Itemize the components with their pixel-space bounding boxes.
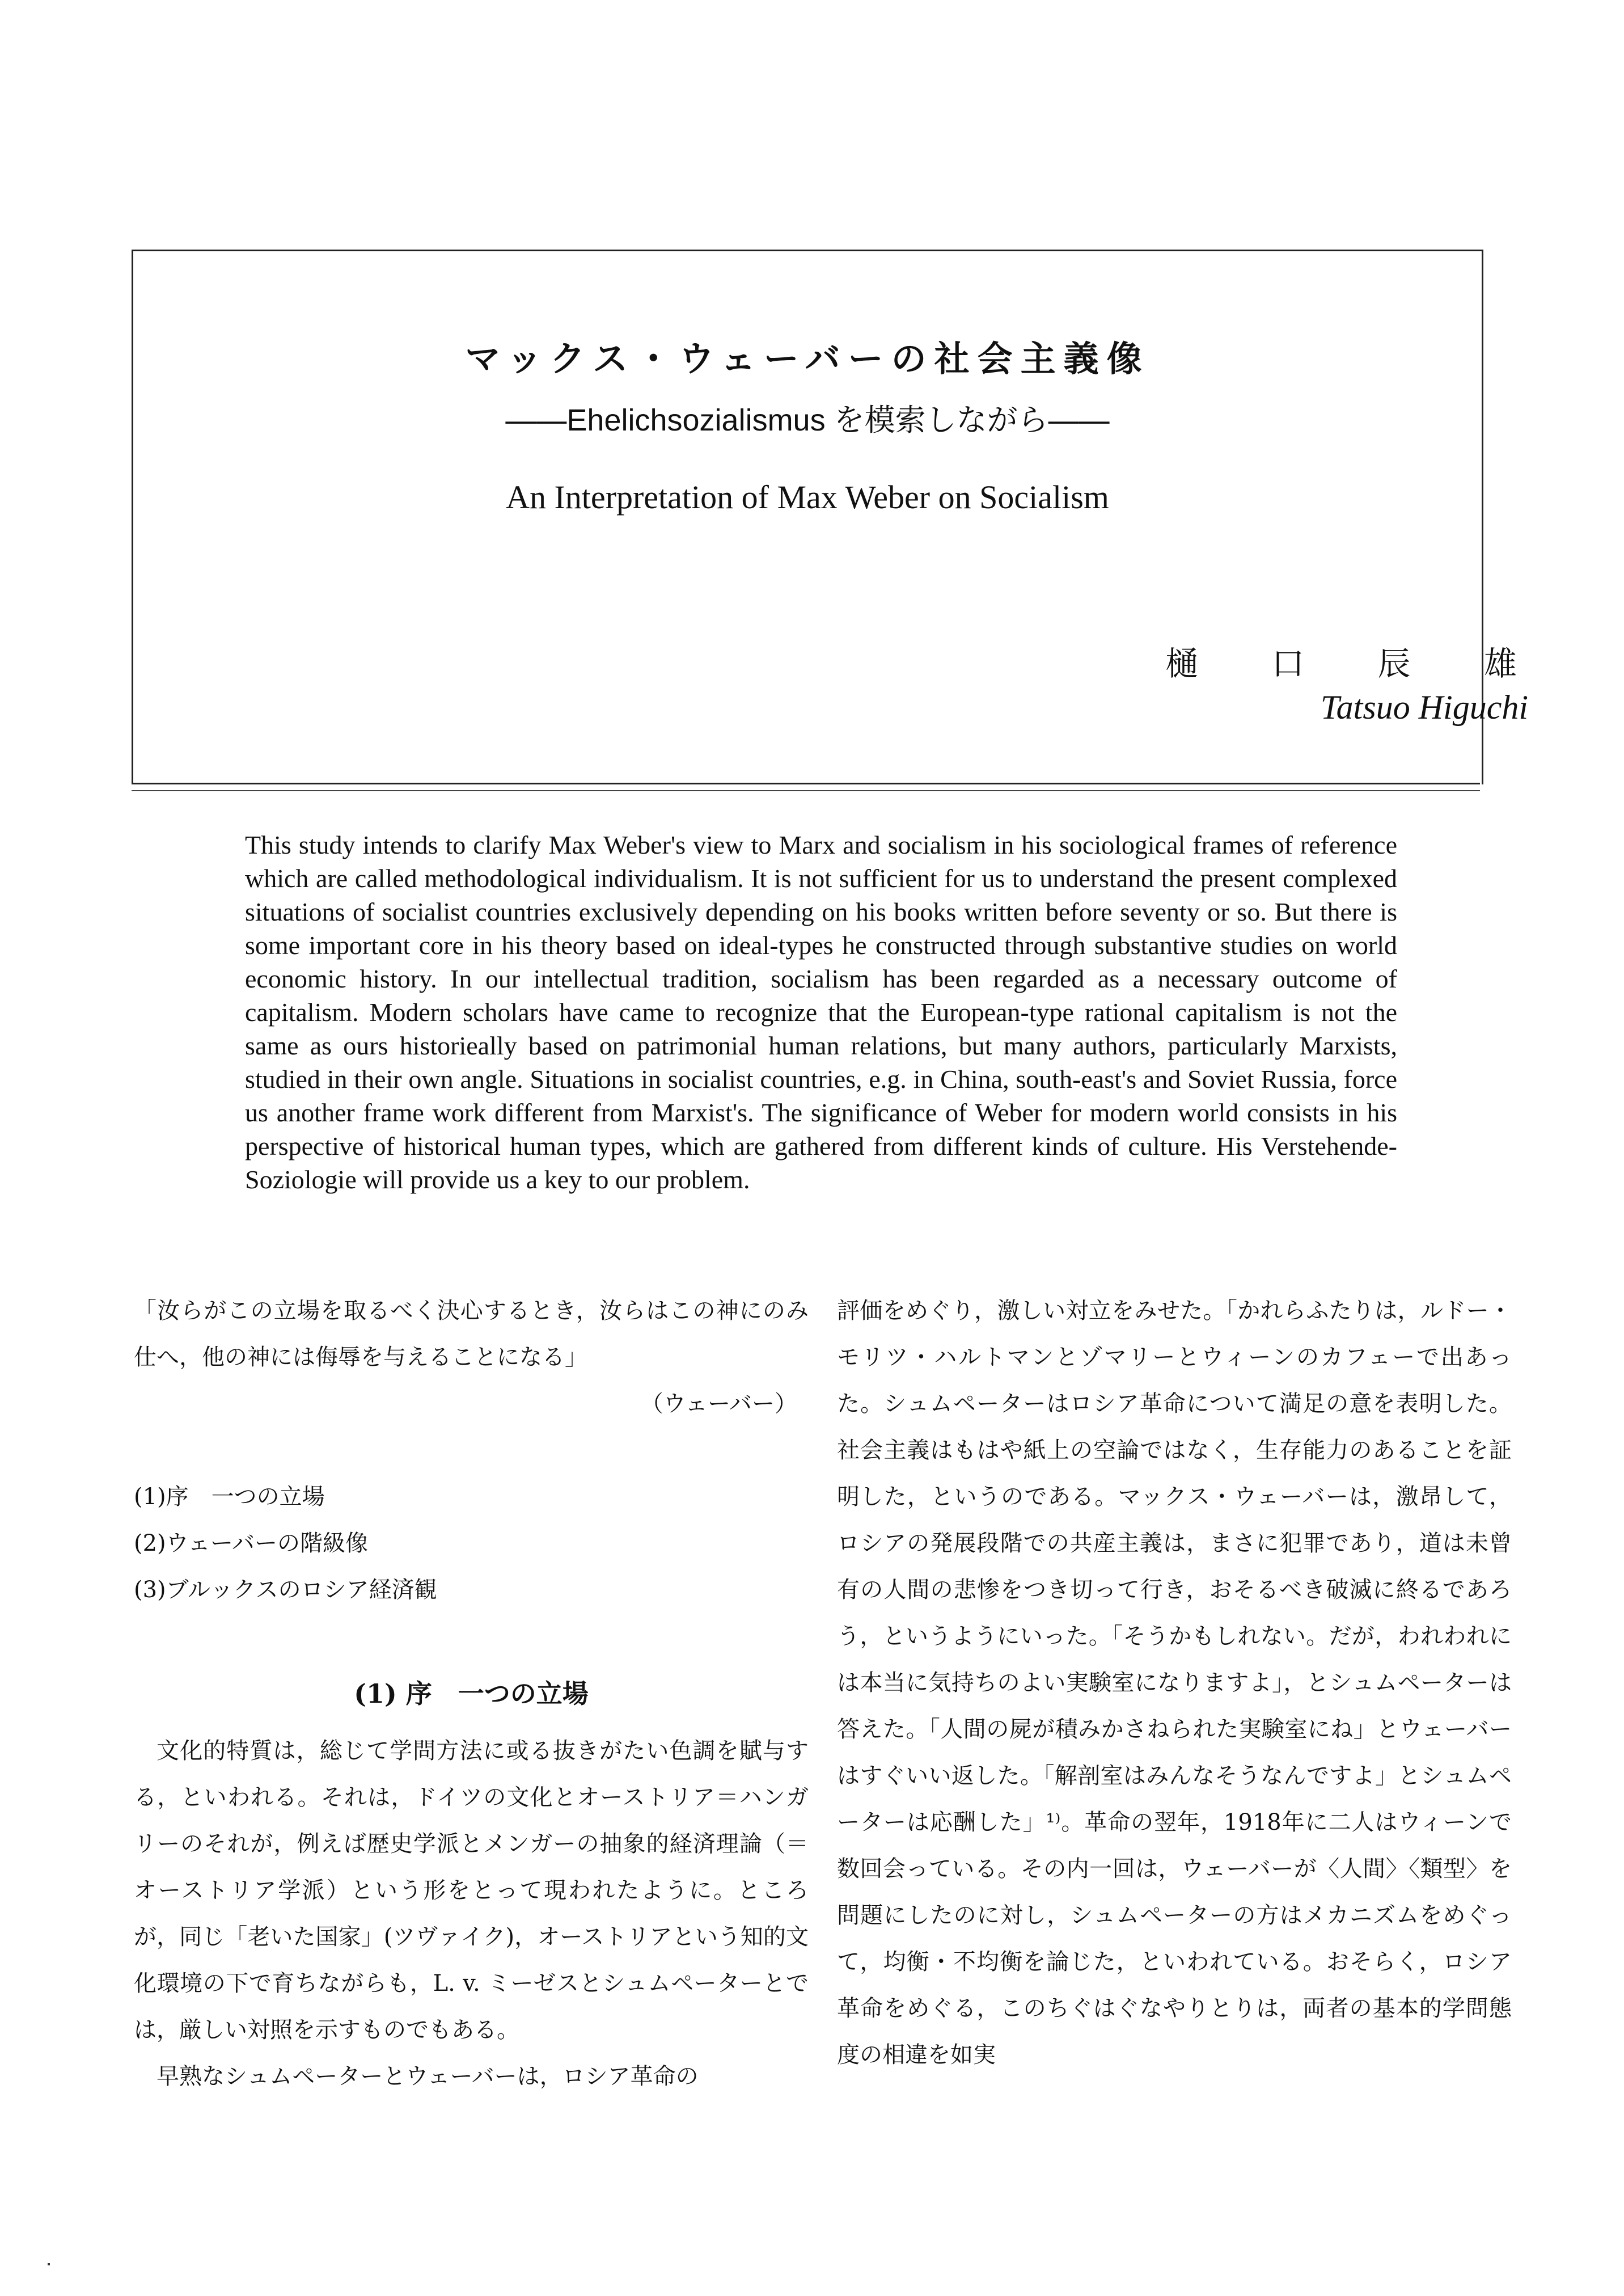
page-title-english: An Interpretation of Max Weber on Socialism (506, 479, 1109, 516)
title-bottom-rule (132, 783, 1480, 784)
body-paragraph: 評価をめぐり，激しい対立をみせた。「かれらふたりは，ルドー・モリツ・ハルトマンとゾマリーとウィーンのカフェーで出あった。シュムペーターはロシア革命について満足の意を表明した。社会主義はもはや紙上の空論ではなく，生存能力のあることを証明した，というのである。マックス・ウェーバーは，激昂して，ロシアの発展段階での共産主義は，まさに犯罪であり，道は未曾有の人間の悲惨をつき切って行き，おそるべき破滅に終るであろう，というようにいった。「そうかもしれない。だが，われわれには本当に気持ちのよい実験室になりますよ」，とシュムペーターは答えた。「人間の屍が積みかさねられた実験室にね」とウェーバーはすぐいい返した。「解剖室はみんなそうなんですよ」とシュムペーターは応酬した」¹⁾。革命の翌年，1918年に二人はウィーンで数回会っている。その内一回は，ウェーバーが〈人間〉〈類型〉を問題にしたのに対し，シュムペーターの方はメカニズムをめぐって，均衡・不均衡を論じた，といわれている。おそらく，ロシア革命をめぐる，このちぐはぐなやりとりは，両者の基本的学問態度の相違を如実 (837, 1298, 1512, 2068)
abstract: This study intends to clarify Max Weber's view to Marx and socialism in his sociological frames of reference which are called methodological individualism. It is not sufficient for us to understand the present complexed situations of socialist countries exclusively depending on his books written before seventy or so. But there is some important core in his theory based on ideal-types he constructed through substantive studies on world economic history. In our intellectual tradition, socialism has been regarded as a necessary outcome of capitalism. Modern scholars have came to recognize that the European-type rational capitalism is not the same as ours historieally based on patrimonial human relations, but many authors, particularly Marxists, studied in their own angle. Situations in socialist countries, e.g. in China, south-east's and Soviet Russia, force us another frame work different from Marxist's. The significance of Weber for modern world consists in his perspective of historical human types, which are gathered from different kinds of culture. His Verstehende-Soziologie will provide us a key to our problem. (245, 830, 1397, 1194)
body-paragraph: 文化的特質は，総じて学問方法に或る抜きがたい色調を賦与する，といわれる。それは，ドイツの文化とオーストリア＝ハンガリーのそれが，例えば歴史学派とメンガーの抽象的経済理論（＝オーストリア学派）という形をとって現われたように。ところが，同じ「老いた国家」(ツヴァイク)，オーストリアという知的文化環境の下で育ちながらも，L. v. ミーゼスとシュムペーターとでは，厳しい対照を示すものでもある。 (134, 1738, 809, 2043)
page-subtitle-japanese: ——Ehelichsozialismus を模索しながら—— (505, 403, 1110, 437)
toc-item: (2)ウェーバーの階級像 (134, 1530, 369, 1556)
page-title-japanese: マックス・ウェーバーの社会主義像 (465, 338, 1150, 379)
left-column (134, 1288, 809, 2100)
section-heading: (1) 序 一つの立場 (354, 1678, 589, 1709)
right-column (837, 1288, 1512, 2078)
author-char: 口 (1271, 644, 1305, 683)
author-char: 樋 (1165, 644, 1199, 683)
toc-item: (3)ブルックスのロシア経済観 (134, 1577, 437, 1603)
author-name-japanese (1165, 637, 1517, 685)
author-name-english: Tatsuo Higuchi (1320, 689, 1528, 726)
body-paragraph: 早熟なシュムペーターとウェーバーは，ロシア革命の (157, 2063, 699, 2090)
title-bottom-rule-thin (132, 790, 1480, 791)
title-box (132, 250, 1528, 784)
author-char: 雄 (1483, 644, 1517, 683)
author-char: 辰 (1377, 644, 1411, 683)
page-mark (48, 2263, 50, 2265)
toc-item: (1)序 一つの立場 (134, 1484, 325, 1510)
epigraph-source: （ウェーバー） (640, 1391, 797, 1417)
epigraph: 「汝らがこの立場を取るべく決心するとき，汝らはこの神にのみ仕へ，他の神には侮辱を与えることになる」 (134, 1298, 809, 1370)
table-of-contents (134, 1474, 809, 1613)
